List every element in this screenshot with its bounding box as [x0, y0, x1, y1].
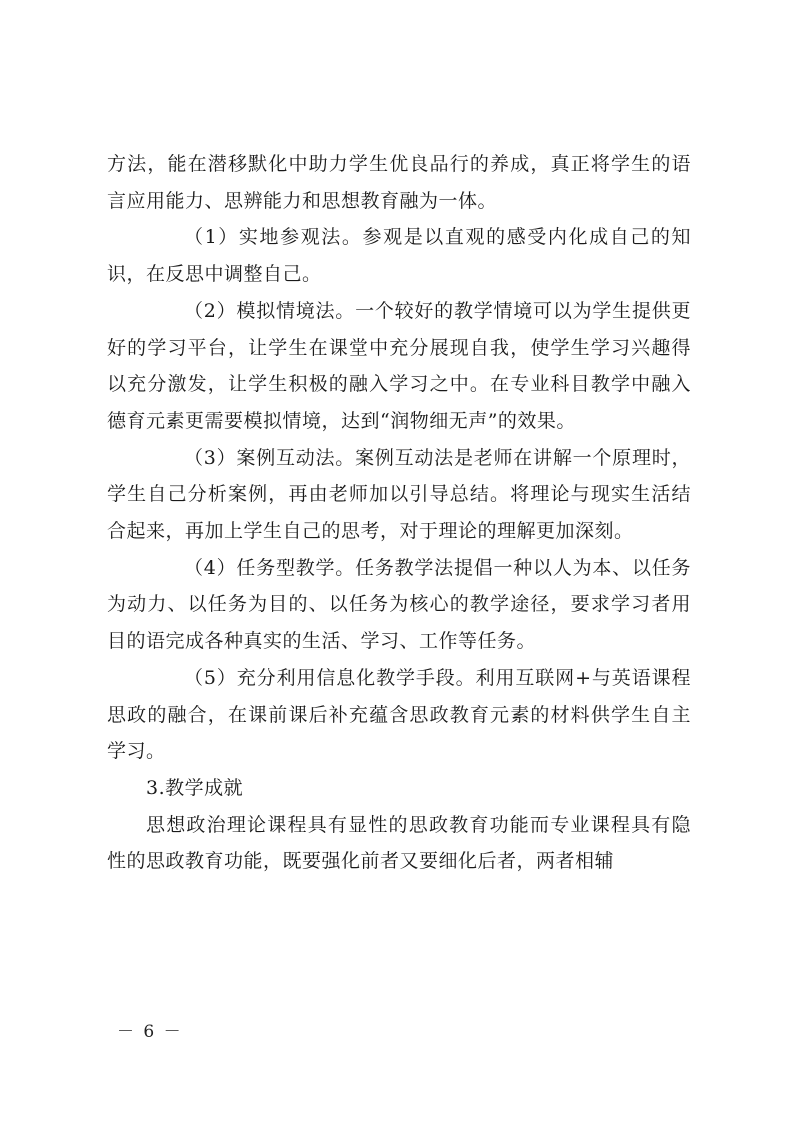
paragraph-achievement: 思想政治理论课程具有显性的思政教育功能而专业课程具有隐性的思政教育功能，既要强化前者又要细化后者，两者相辅 — [107, 813, 691, 873]
document-body — [107, 146, 691, 880]
paragraph-method-2: （2）模拟情境法。一个较好的教学情境可以为学生提供更好的学习平台，让学生在课堂中充分展现自我，使学生学习兴趣得以充分激发，让学生积极的融入学习之中。在专业科目教学中融入德育元素更需要模拟情境，达到“润物细无声”的效果。 — [107, 299, 691, 432]
page-number: － 6 － — [117, 1022, 183, 1042]
paragraph-method-5: （5）充分利用信息化教学手段。利用互联网+与英语课程思政的融合，在课前课后补充蕴含思政教育元素的材料供学生自主学习。 — [107, 666, 691, 763]
paragraph-continuation: 方法，能在潜移默化中助力学生优良品行的养成，真正将学生的语言应用能力、思辨能力和思想教育融为一体。 — [107, 153, 691, 212]
paragraph-method-1: （1）实地参观法。参观是以直观的感受内化成自己的知识，在反思中调整自己。 — [107, 226, 691, 286]
paragraph-method-4: （4）任务型教学。任务教学法提倡一种以人为本、以任务为动力、以任务为目的、以任务为核心的教学途径，要求学习者用目的语完成各种真实的生活、学习、工作等任务。 — [107, 556, 691, 653]
paragraph-method-3: （3）案例互动法。案例互动法是老师在讲解一个原理时，学生自己分析案例，再由老师加以引导总结。将理论与现实生活结合起来，再加上学生自己的思考，对于理论的理解更加深刻。 — [107, 446, 691, 543]
section-heading-3: 3.教学成就 — [146, 776, 244, 799]
